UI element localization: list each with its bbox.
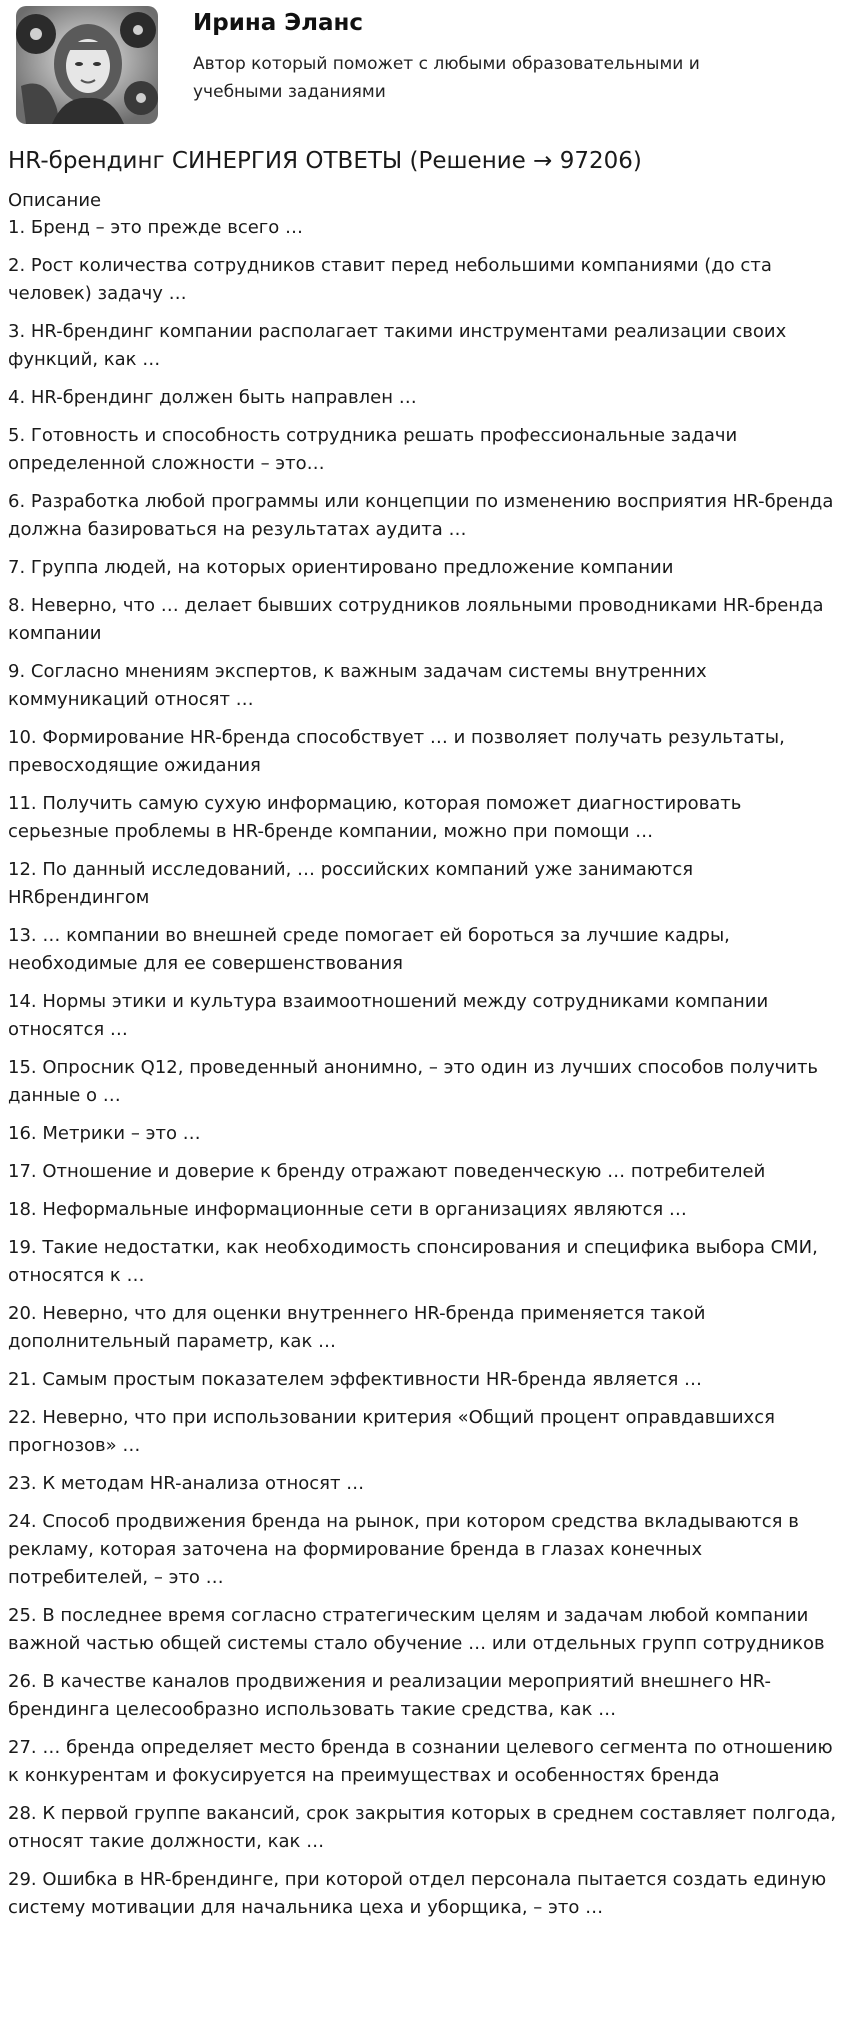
author-avatar[interactable] [16,6,158,124]
question-item: 26. В качестве каналов продвижения и реализации мероприятий внешнего HR-брендинга целесообразно использовать такие средства, как … [8,1671,771,1720]
question-item: 1. Бренд – это прежде всего … [8,217,303,238]
question-item: 12. По данный исследований, … российских компаний уже занимаются HRбрендингом [8,859,694,908]
question-item: 16. Метрики – это … [8,1123,201,1144]
question-item: 18. Неформальные информационные сети в организациях являются … [8,1199,687,1220]
question-item: 7. Группа людей, на которых ориентировано предложение компании [8,557,674,578]
question-item: 21. Самым простым показателем эффективности HR-бренда является … [8,1369,702,1390]
question-item: 13. … компании во внешней среде помогает ей бороться за лучшие кадры, необходимые для ее совершенствования [8,925,730,974]
question-item: 5. Готовность и способность сотрудника решать профессиональные задачи определенной сложности – это… [8,425,738,474]
question-item: 10. Формирование HR-бренда способствует … и позволяет получать результаты, превосходящие ожидания [8,727,785,776]
question-item: 2. Рост количества сотрудников ставит перед небольшими компаниями (до ста человек) задачу … [8,255,772,304]
question-item: 24. Способ продвижения бренда на рынок, при котором средства вкладываются в рекламу, которая заточена на формирование бренда в глазах конечных потребителей, – это … [8,1511,799,1588]
question-item: 8. Неверно, что … делает бывших сотрудников лояльными проводниками HR-бренда компании [8,595,824,644]
document-title: HR-брендинг СИНЕРГИЯ ОТВЕТЫ (Решение → 97206) [8,148,642,174]
question-item: 19. Такие недостатки, как необходимость спонсирования и специфика выбора СМИ, относятся к … [8,1237,818,1286]
question-item: 27. … бренда определяет место бренда в сознании целевого сегмента по отношению к конкурентам и фокусируется на преимуществах и особенностях бренда [8,1737,833,1786]
question-item: 20. Неверно, что для оценки внутреннего HR-бренда применяется такой дополнительный параметр, как … [8,1303,706,1352]
question-item: 9. Согласно мнениям экспертов, к важным задачам системы внутренних коммуникаций относят … [8,661,707,710]
question-item: 14. Нормы этики и культура взаимоотношений между сотрудниками компании относятся … [8,991,769,1040]
question-item: 15. Опросник Q12, проведенный анонимно, – это один из лучших способов получить данные о … [8,1057,819,1106]
avatar-photo-icon [16,6,158,124]
question-item: 11. Получить самую сухую информацию, которая поможет диагностировать серьезные проблемы в HR-бренде компании, можно при помощи … [8,793,742,842]
question-item: 6. Разработка любой программы или концепции по изменению восприятия HR-бренда должна базироваться на результатах аудита … [8,491,834,540]
question-item: 4. HR-брендинг должен быть направлен … [8,387,417,408]
question-item: 25. В последнее время согласно стратегическим целям и задачам любой компании важной частью общей системы стало обучение … или отдельных групп сотрудников [8,1605,825,1654]
author-header [8,0,839,130]
author-name[interactable]: Ирина Эланс [193,10,364,36]
description-label: Описание [8,190,102,211]
question-item: 22. Неверно, что при использовании критерия «Общий процент оправдавшихся прогнозов» … [8,1407,775,1456]
question-item: 17. Отношение и доверие к бренду отражают поведенческую … потребителей [8,1161,766,1182]
question-item: 23. К методам HR-анализа относят … [8,1473,365,1494]
question-item: 28. К первой группе вакансий, срок закрытия которых в среднем составляет полгода, относят такие должности, как … [8,1803,837,1852]
question-item: 3. HR-брендинг компании располагает такими инструментами реализации своих функций, как … [8,321,787,370]
question-item: 29. Ошибка в HR-брендинге, при которой отдел персонала пытается создать единую систему мотивации для начальника цеха и уборщика, – это … [8,1869,827,1918]
author-bio: Автор который поможет с любыми образовательными и учебными заданиями [193,54,700,102]
question-list [8,214,838,1932]
